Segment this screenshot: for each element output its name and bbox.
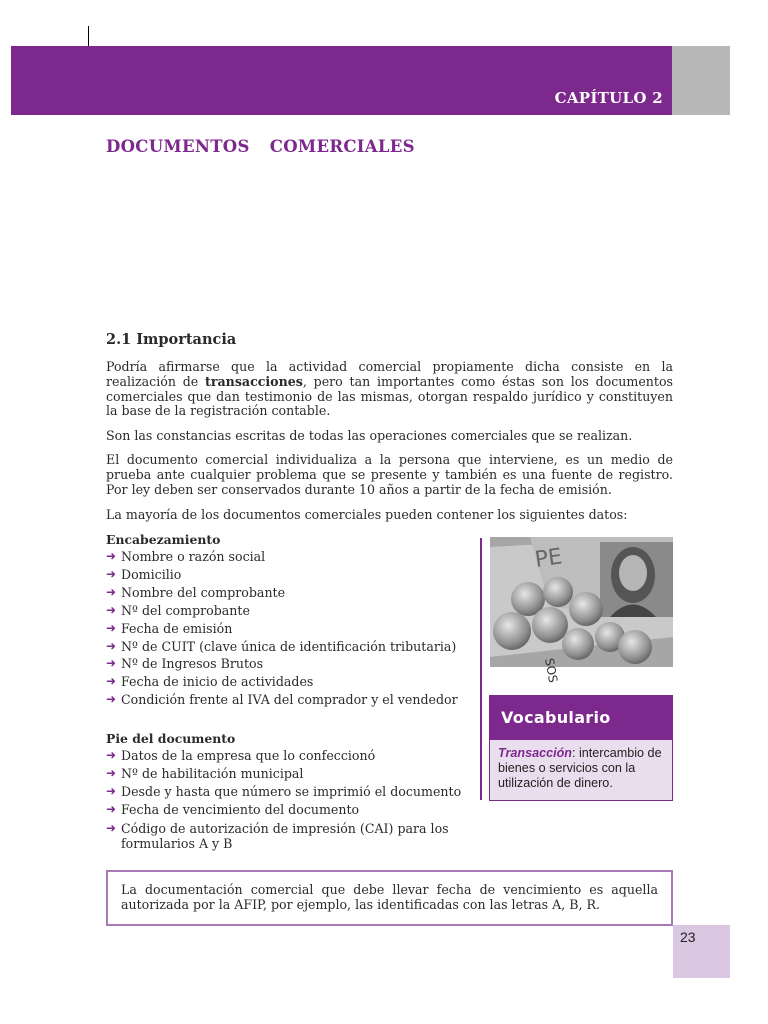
paragraph-1 [106, 360, 673, 419]
list-item [106, 783, 476, 801]
paragraph-3: El documento comercial individualiza a la persona que interviene, es un medio de prueba ante cualquier problema que se presente y también es una fuente de registro. Por ley deben ser conservados durante 10 años a partir de la fecha de emisión. [106, 452, 673, 497]
list-item-text: Código de autorización de impresión (CAI) para los formularios A y B [121, 820, 449, 851]
arrow-icon: ➜ [106, 765, 117, 780]
arrow-icon: ➜ [106, 748, 117, 762]
list-item-text: Nombre o razón social [121, 549, 266, 564]
list-heading-pie: Pie del documento [106, 731, 236, 746]
arrow-icon: ➜ [106, 674, 117, 689]
vocabulary-definition [490, 740, 672, 791]
vocabulary-box [489, 695, 673, 801]
svg-text:SOS: SOS [542, 657, 561, 684]
list-item-text: Fecha de vencimiento del documento [121, 801, 360, 817]
list-item [106, 691, 476, 709]
list-item-text: Nombre del comprobante [121, 584, 286, 600]
sidebar-divider [480, 538, 482, 800]
money-photo-illustration [490, 537, 673, 684]
arrow-icon: ➜ [106, 549, 117, 563]
arrow-icon: ➜ [106, 820, 117, 835]
arrow-icon: ➜ [106, 638, 117, 653]
list-item [106, 566, 476, 584]
svg-text:PE: PE [533, 544, 564, 573]
list-heading-encabezamiento: Encabezamiento [106, 532, 221, 547]
list-item-text: Condición frente al IVA del comprador y el vendedor [121, 692, 458, 708]
list-item-text: Domicilio [121, 566, 182, 582]
list-item-text: Desde y hasta que número se imprimió el documento [121, 783, 462, 799]
paragraph-1-end: , pero tan importantes como éstas son los documentos comerciales que dan testimonio de las mismas, otorgan respaldo jurídico y constituyen la base de la registración contable. [106, 373, 673, 419]
section-title: 2.1 Importancia [106, 331, 237, 348]
arrow-icon: ➜ [106, 602, 117, 617]
pie-items [106, 747, 476, 851]
vocabulary-text: : intercambio de bienes o servicios con la utilización de dinero. [498, 746, 662, 790]
list-item [106, 821, 476, 851]
list-item [106, 638, 476, 656]
header-grey-tab [672, 46, 730, 115]
page-title: DOCUMENTOS COMERCIALES [106, 137, 415, 156]
note-box [106, 870, 673, 926]
vocabulary-title: Vocabulario [490, 696, 672, 740]
arrow-icon: ➜ [106, 801, 117, 816]
arrow-icon: ➜ [106, 656, 117, 671]
vocabulary-term: Transacción [498, 746, 572, 760]
list-item [106, 548, 476, 566]
header-data-list [106, 532, 476, 709]
arrow-icon: ➜ [106, 620, 117, 635]
arrow-icon: ➜ [106, 584, 117, 599]
arrow-icon: ➜ [106, 783, 117, 798]
paragraph-2: Son las constancias escritas de todas las operaciones comerciales que se realizan. [106, 428, 633, 443]
paragraph-1-bold: transacciones [205, 373, 303, 389]
crop-mark [88, 26, 89, 46]
footer-data-list [106, 731, 476, 851]
money-photo [490, 537, 673, 684]
arrow-icon: ➜ [106, 566, 117, 581]
list-item-text: Nº del comprobante [121, 602, 250, 618]
list-item [106, 602, 476, 620]
list-item [106, 765, 476, 783]
list-item-text: Nº de Ingresos Brutos [121, 656, 264, 672]
arrow-icon: ➜ [106, 692, 117, 707]
list-item-text: Fecha de inicio de actividades [121, 674, 314, 690]
paragraph-4: La mayoría de los documentos comerciales pueden contener los siguientes datos: [106, 507, 628, 522]
list-item-text: Fecha de emisión [121, 620, 233, 636]
chapter-label: CAPÍTULO 2 [554, 89, 663, 107]
list-item [106, 747, 476, 765]
page-number-box [673, 925, 730, 978]
page-number: 23 [680, 929, 696, 945]
encabezamiento-items [106, 548, 476, 709]
paragraph-1-start: Podría afirmarse que la actividad comercial propiamente dicha consiste en la realización de [106, 359, 673, 389]
list-item-text: Nº de CUIT (clave única de identificación tributaria) [121, 638, 457, 654]
list-item-text: Datos de la empresa que lo confeccionó [121, 748, 376, 763]
list-item [106, 801, 476, 819]
list-item [106, 655, 476, 673]
list-item [106, 620, 476, 638]
note-text: La documentación comercial que debe llevar fecha de vencimiento es aquella autorizada por la AFIP, por ejemplo, las identificadas con las letras A, B, R. [121, 882, 658, 912]
list-item [106, 584, 476, 602]
list-item-text: Nº de habilitación municipal [121, 765, 304, 781]
list-item [106, 673, 476, 691]
